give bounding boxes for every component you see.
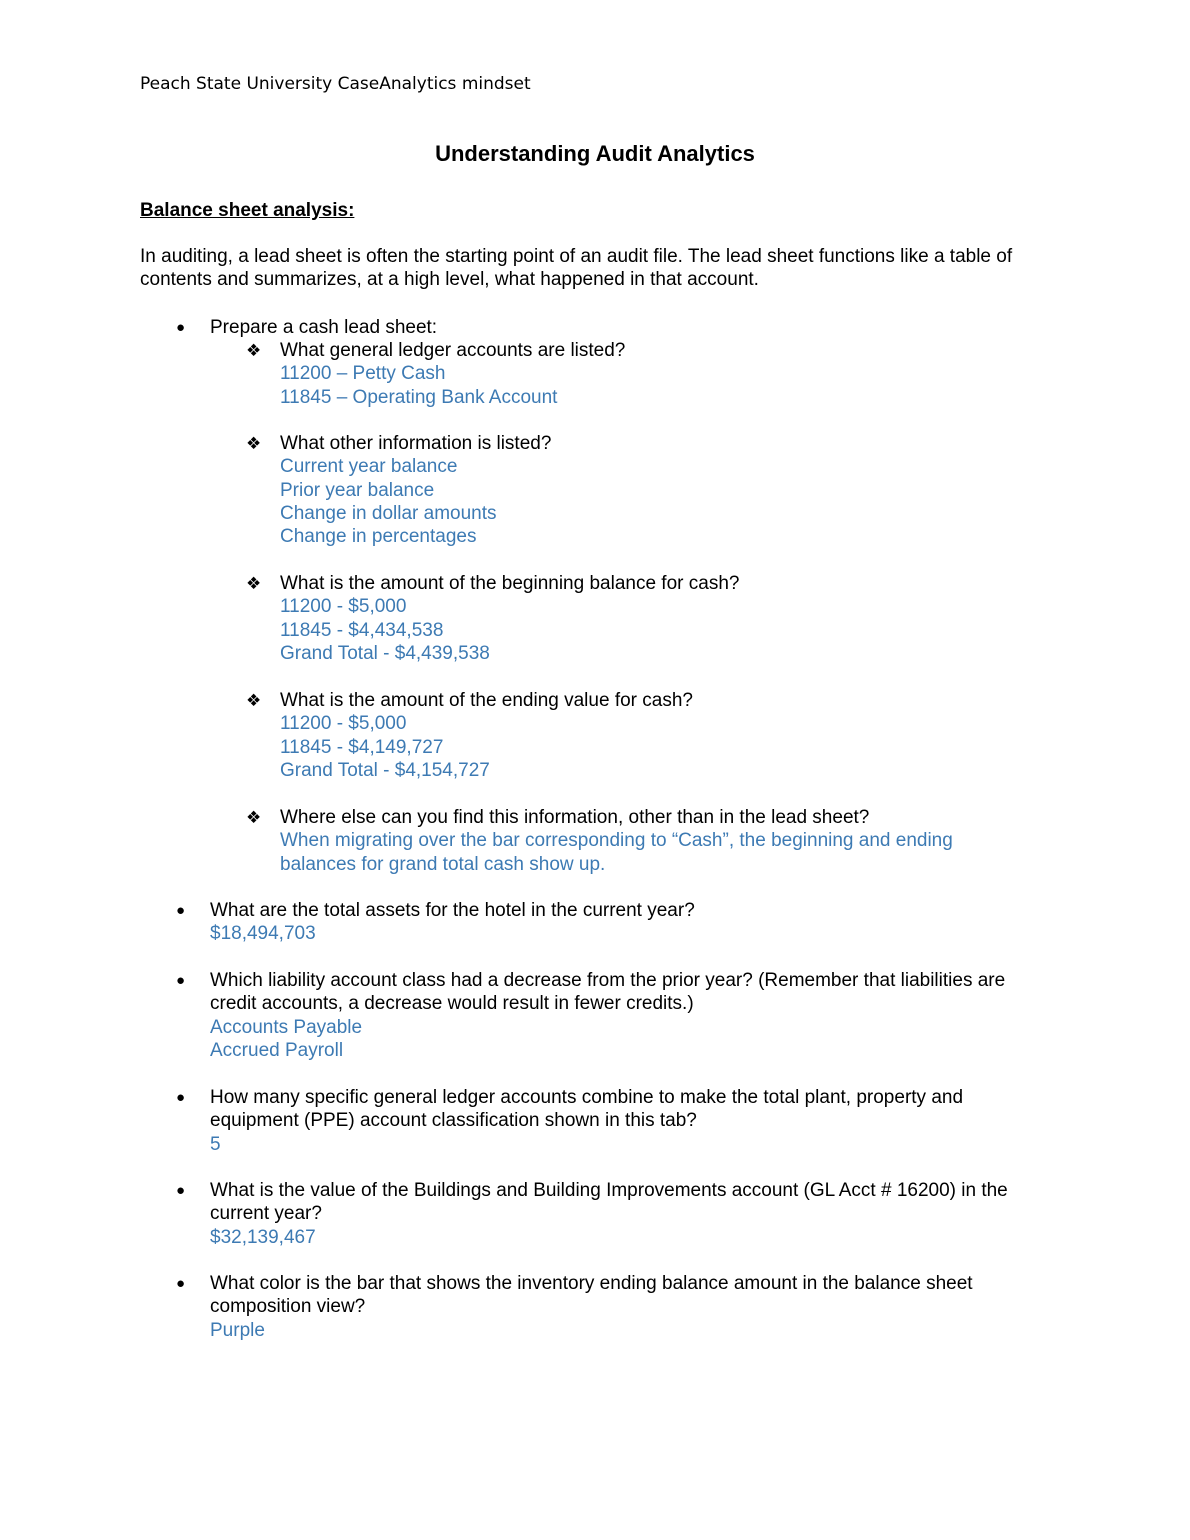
sub-question-text: What is the amount of the ending value for cash? xyxy=(280,690,693,711)
question-text: What is the value of the Buildings and Building Improvements account (GL Acct # 16200) in the current year? xyxy=(210,1180,1008,1225)
list-item-cash-lead-sheet xyxy=(176,316,1050,339)
answer-text: When migrating over the bar corresponding to “Cash”, the beginning and ending balances for grand total cash show up. xyxy=(280,830,953,875)
answer-text: $18,494,703 xyxy=(210,923,316,945)
list-item-buildings-value xyxy=(176,1179,1050,1249)
answer-text: Accounts Payable xyxy=(210,1016,363,1038)
answer-text: 5 xyxy=(210,1133,221,1155)
answer-text: 11845 – Operating Bank Account xyxy=(280,386,558,408)
answer-text: Change in percentages xyxy=(280,526,477,548)
answer-text: Change in dollar amounts xyxy=(280,502,497,524)
list-item-total-assets xyxy=(176,899,1050,946)
bullet-icon: ● xyxy=(176,319,186,336)
sub-question-text: Where else can you find this information, other than in the lead sheet? xyxy=(280,807,870,828)
list-item-ppe-accounts xyxy=(176,1086,1000,1156)
answer-text: $32,139,467 xyxy=(210,1226,316,1248)
answer-text: Prior year balance xyxy=(280,479,435,501)
sub-item-other-info xyxy=(246,432,1050,548)
answer-text: 11845 - $4,434,538 xyxy=(280,619,444,641)
answer-text: Current year balance xyxy=(280,456,458,478)
diamond-bullet-icon: ❖ xyxy=(246,434,262,453)
diamond-bullet-icon: ❖ xyxy=(246,808,262,827)
question-text: Which liability account class had a decrease from the prior year? (Remember that liabilities are credit accounts, a decrease would result in fewer credits.) xyxy=(210,970,1006,1015)
question-text: How many specific general ledger accounts combine to make the total plant, property and equipment (PPE) account classification shown in this tab? xyxy=(210,1087,964,1132)
answer-text: 11845 - $4,149,727 xyxy=(280,736,444,758)
intro-paragraph: In auditing, a lead sheet is often the starting point of an audit file. The lead sheet functions like a table of contents and summarizes, at a high level, what happened in that account. xyxy=(140,246,1013,291)
diamond-bullet-icon: ❖ xyxy=(246,341,262,360)
bullet-icon: ● xyxy=(176,902,186,919)
diamond-bullet-icon: ❖ xyxy=(246,574,262,593)
sub-item-ending-value xyxy=(246,689,1050,782)
sub-question-text: What general ledger accounts are listed? xyxy=(280,340,626,361)
question-text: Prepare a cash lead sheet: xyxy=(210,317,438,338)
sub-question-text: What is the amount of the beginning balance for cash? xyxy=(280,573,740,594)
answer-text: Grand Total - $4,439,538 xyxy=(280,642,490,664)
document-title: Understanding Audit Analytics xyxy=(435,141,755,166)
sub-item-other-location xyxy=(246,806,980,876)
section-heading: Balance sheet analysis: xyxy=(140,200,355,221)
page-header: Peach State University CaseAnalytics mindset xyxy=(140,74,531,94)
sub-item-gl-accounts xyxy=(246,339,1050,409)
sub-question-text: What other information is listed? xyxy=(280,433,552,454)
bullet-icon: ● xyxy=(176,1089,186,1106)
answer-text: Grand Total - $4,154,727 xyxy=(280,759,490,781)
answer-text: Accrued Payroll xyxy=(210,1039,344,1061)
answer-text: Purple xyxy=(210,1319,265,1341)
diamond-bullet-icon: ❖ xyxy=(246,691,262,710)
bullet-icon: ● xyxy=(176,1275,186,1292)
answer-text: 11200 - $5,000 xyxy=(280,713,407,735)
sub-item-beginning-balance xyxy=(246,572,1050,665)
question-text: What are the total assets for the hotel in the current year? xyxy=(210,900,695,921)
list-item-inventory-bar-color xyxy=(176,1272,1050,1342)
answer-text: 11200 - $5,000 xyxy=(280,596,407,618)
bullet-icon: ● xyxy=(176,1182,186,1199)
question-text: What color is the bar that shows the inventory ending balance amount in the balance sheet composition view? xyxy=(210,1273,973,1318)
answer-text: 11200 – Petty Cash xyxy=(280,363,446,385)
list-item-liability-decrease xyxy=(176,969,1050,1062)
bullet-icon: ● xyxy=(176,972,186,989)
